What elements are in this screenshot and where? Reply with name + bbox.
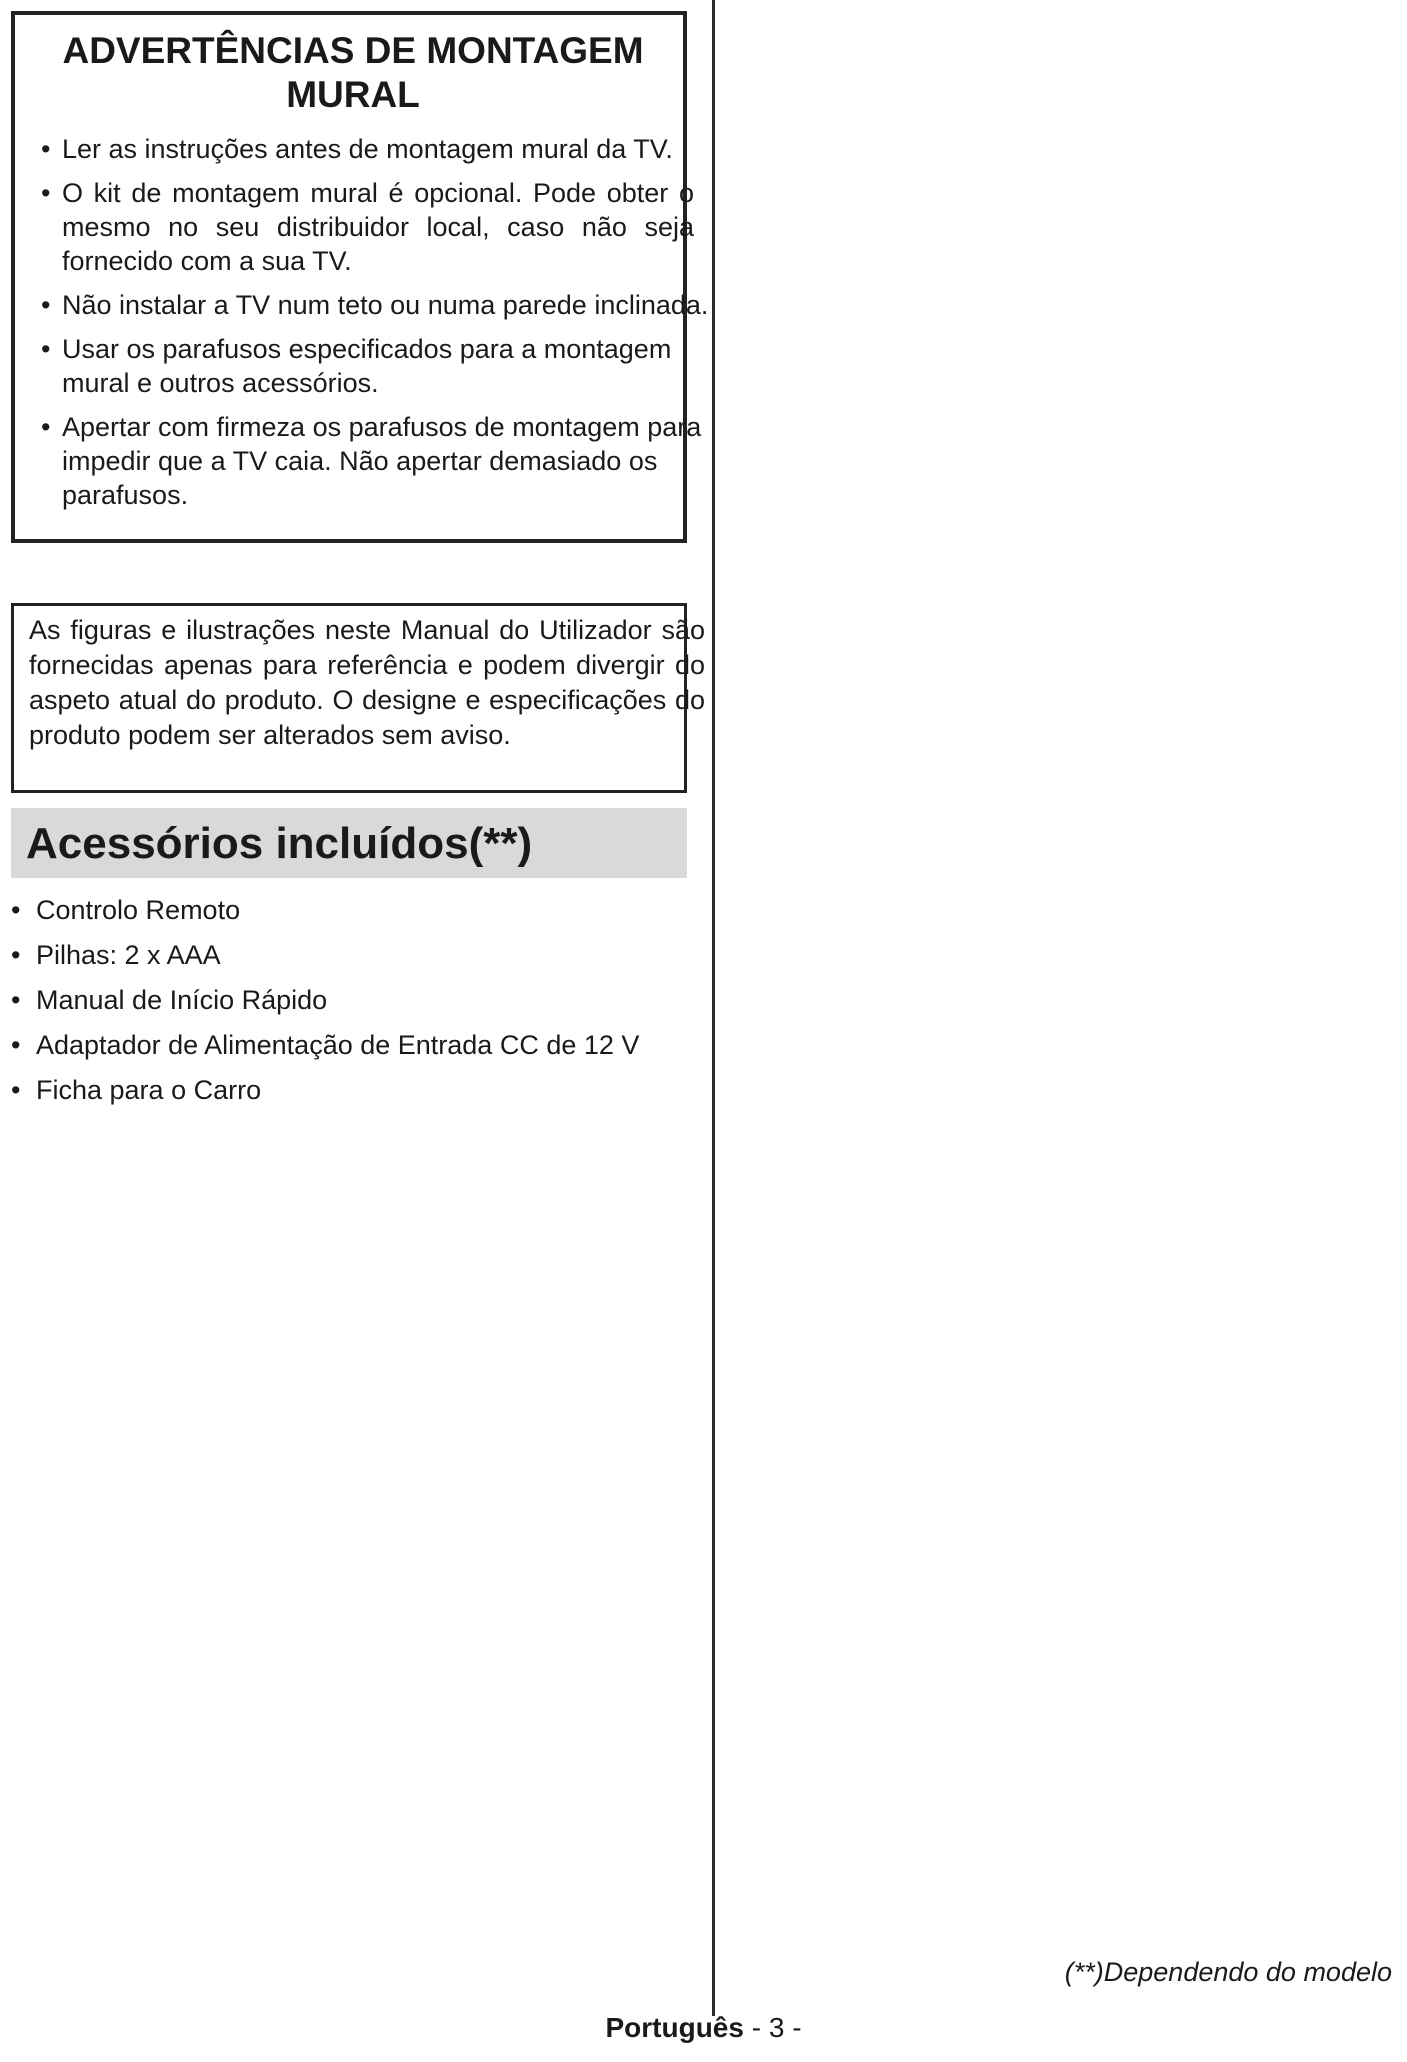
bullet-icon: • (41, 334, 51, 364)
warning-item (41, 132, 721, 166)
page-footer (0, 2010, 1407, 2046)
accessory-item-text: Adaptador de Alimentação de Entrada CC de 12 V (36, 1030, 640, 1060)
warnings-list (41, 132, 721, 522)
bullet-icon: • (11, 940, 21, 970)
accessory-item (11, 1073, 701, 1118)
warning-item (41, 332, 734, 400)
accessories-title: Acessórios incluídos(**) (26, 819, 533, 868)
warnings-title-line2: MURAL (286, 74, 420, 115)
footer-page-number: - 3 - (751, 2012, 802, 2043)
bullet-icon: • (41, 178, 51, 208)
disclaimer-box (11, 603, 705, 793)
bullet-icon: • (11, 1030, 21, 1060)
accessory-item-text: Controlo Remoto (36, 895, 241, 925)
warning-item (41, 176, 694, 278)
accessory-item (11, 1028, 701, 1073)
warning-item (41, 288, 734, 322)
warning-item-text: Apertar com firmeza os parafusos de montagem para impedir que a TV caia. Não apertar demasiado os parafusos. (62, 412, 702, 510)
wall-mount-warnings-box (11, 11, 709, 543)
warning-item-text: Usar os parafusos especificados para a montagem mural e outros acessórios. (62, 334, 672, 398)
accessory-item (11, 938, 701, 983)
accessory-item (11, 893, 701, 938)
bullet-icon: • (41, 412, 51, 442)
warning-item (41, 410, 738, 512)
bullet-icon: • (11, 1075, 21, 1105)
accessory-item-text: Ficha para o Carro (36, 1075, 262, 1105)
bullet-icon: • (41, 134, 51, 164)
bullet-icon: • (11, 895, 21, 925)
accessories-list (11, 893, 701, 1118)
accessory-item-text: Manual de Início Rápido (36, 985, 328, 1015)
warnings-title-line1: ADVERTÊNCIAS DE MONTAGEM (62, 30, 644, 71)
footer-language: Português (605, 2012, 744, 2043)
accessory-item (11, 983, 701, 1028)
bullet-icon: • (11, 985, 21, 1015)
model-footnote: (**)Dependendo do modelo (1064, 1957, 1392, 1987)
bullet-icon: • (41, 290, 51, 320)
warning-item-text: Não instalar a TV num teto ou numa parede inclinada. (62, 290, 709, 320)
accessories-header (11, 808, 687, 878)
warning-item-text: O kit de montagem mural é opcional. Pode obter o mesmo no seu distribuidor local, caso não seja fornecido com a sua TV. (62, 178, 694, 276)
warning-item-text: Ler as instruções antes de montagem mural da TV. (62, 134, 673, 164)
warnings-title (15, 29, 691, 117)
disclaimer-text: As figuras e ilustrações neste Manual do Utilizador são fornecidas apenas para referência e podem divergir do aspeto atual do produto. O designe e especificações do produto podem ser alterados sem aviso. (29, 615, 705, 750)
accessory-item-text: Pilhas: 2 x AAA (36, 940, 221, 970)
